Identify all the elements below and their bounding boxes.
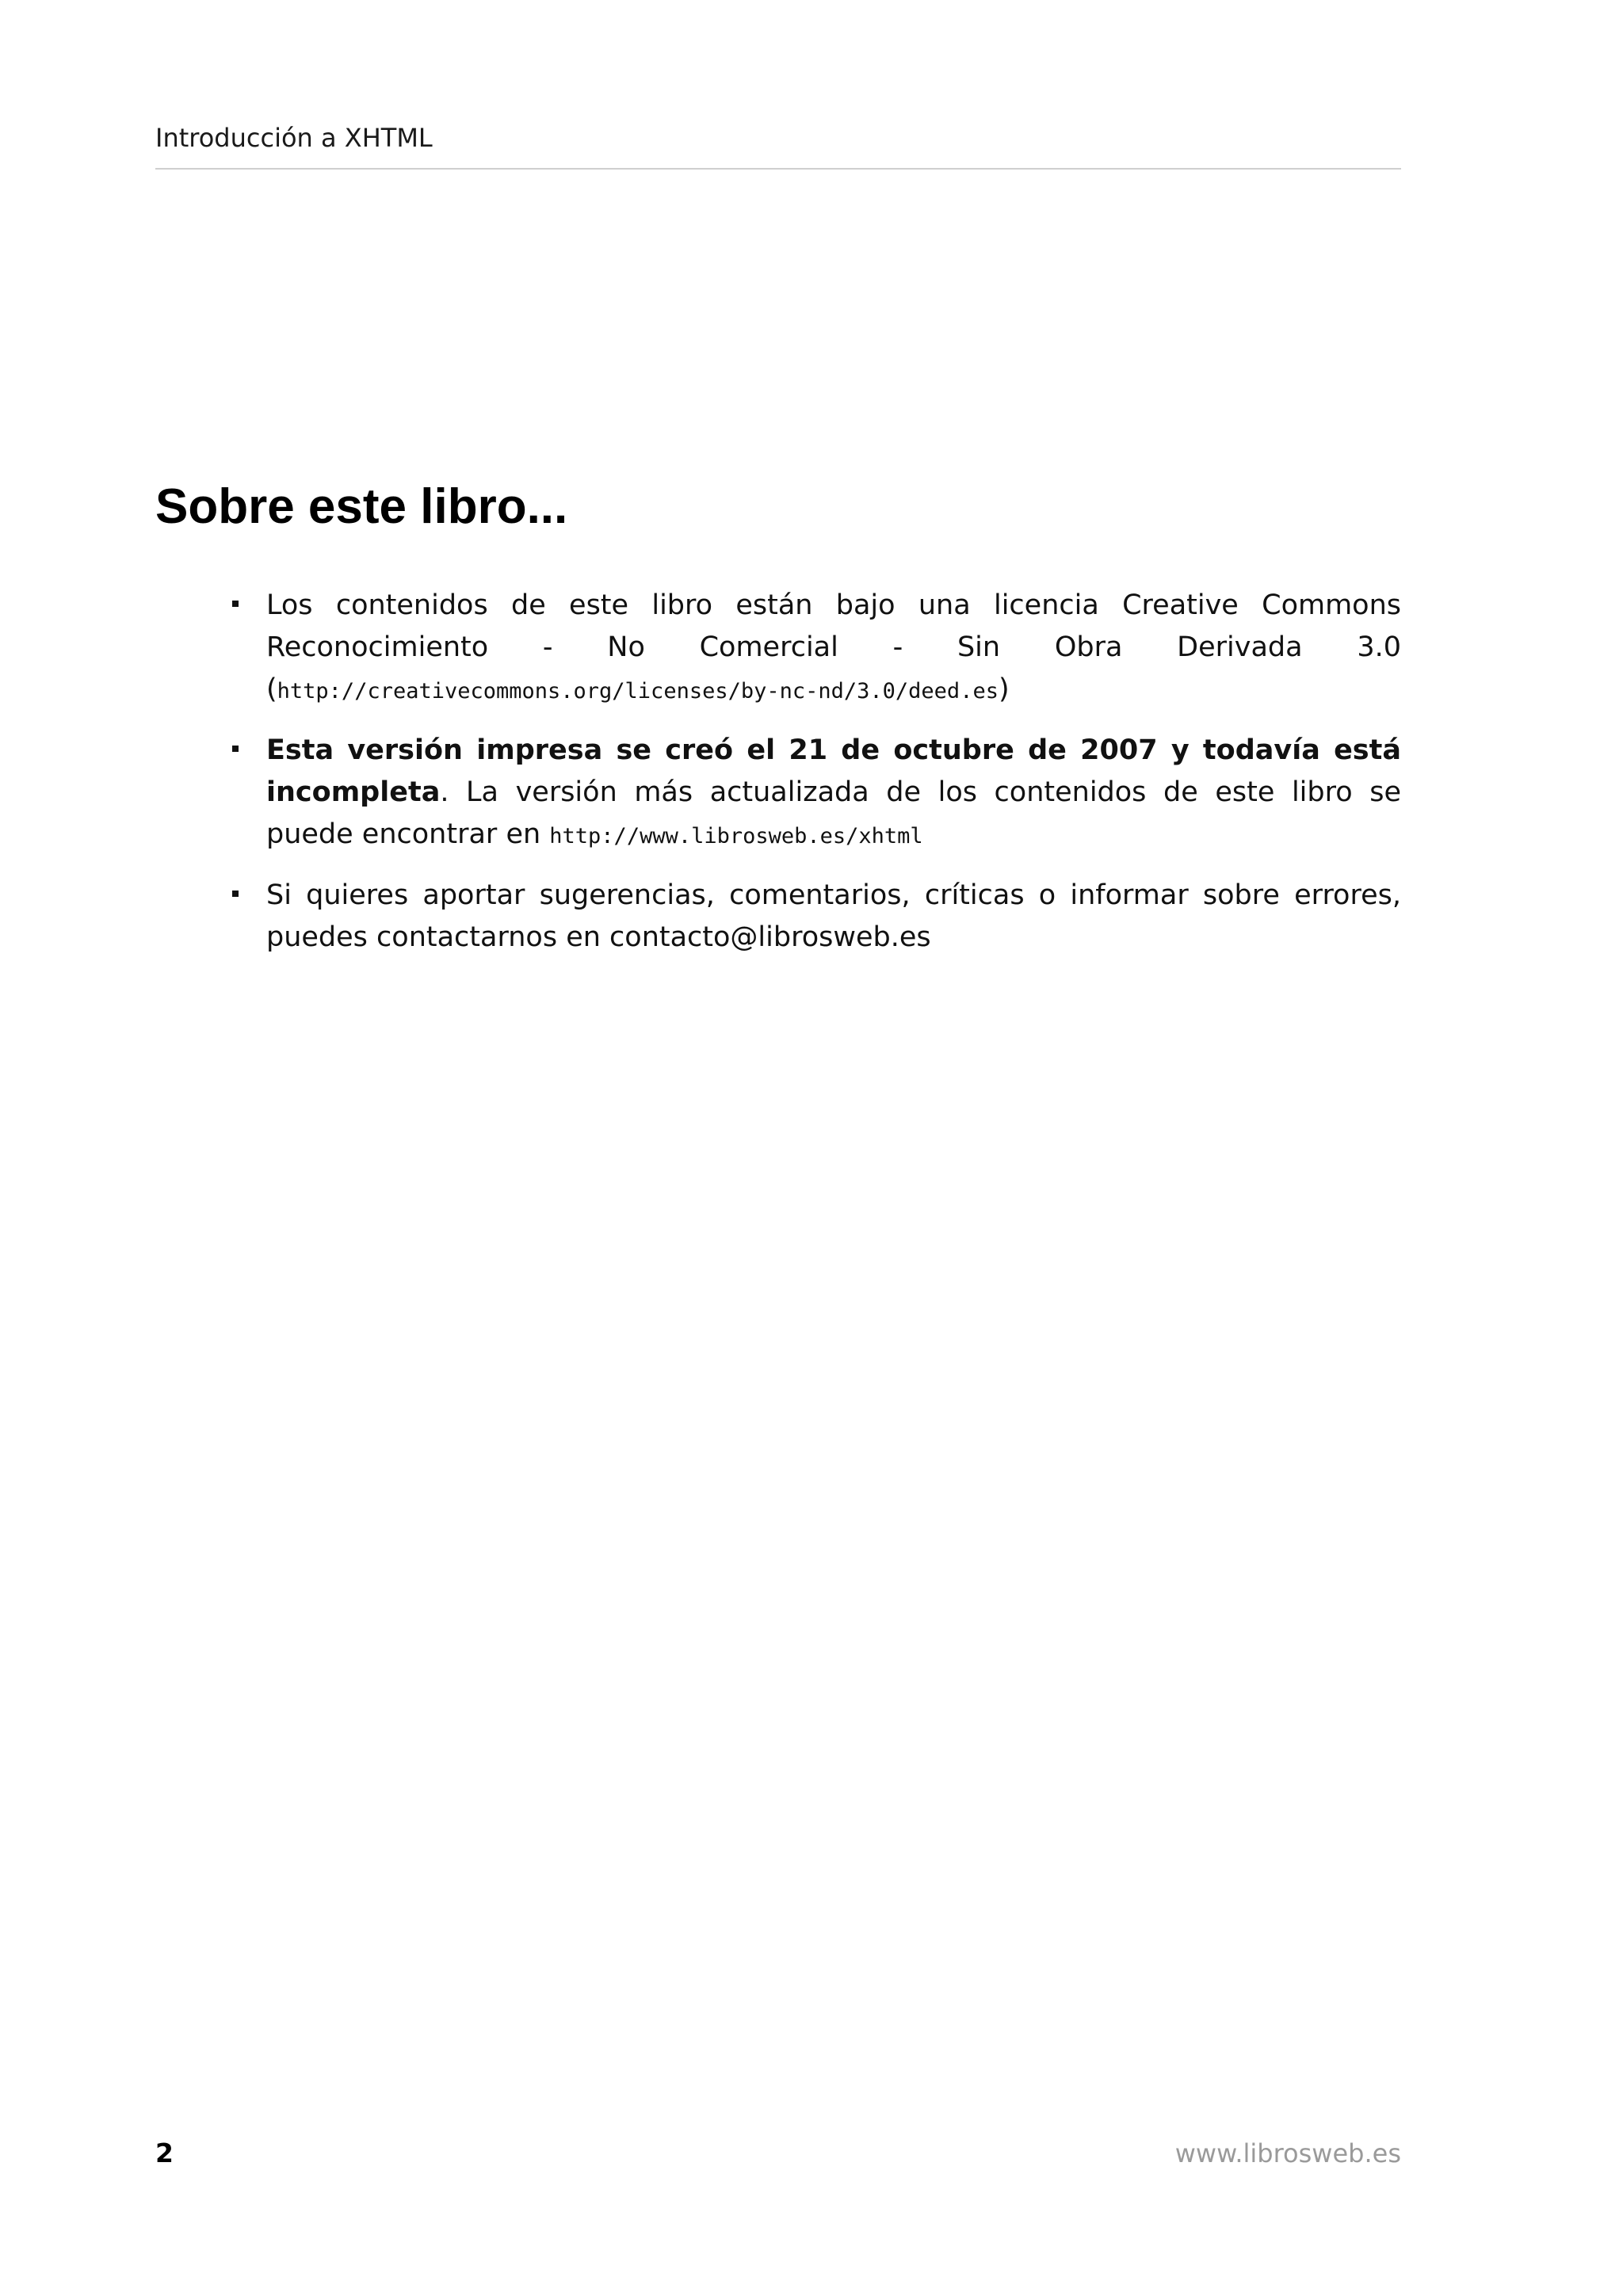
version-notice: Esta versión impresa se creó el 21 de octubre de 2007 y todavía está incompleta — [266, 734, 1401, 808]
list-item-version — [155, 730, 1401, 857]
footer-site: www.librosweb.es — [1174, 2138, 1401, 2168]
license-text: Los contenidos de este libro están bajo una licencia Creative Commons Reconocimiento - No Comercial - Sin Obra Derivada 3.0 ( — [266, 589, 1401, 705]
square-bullet-icon — [232, 891, 239, 897]
list-item-contact — [155, 875, 1401, 959]
license-link[interactable]: http://creativecommons.org/licenses/by-nc-nd/3.0/deed.es — [277, 679, 999, 704]
page-number: 2 — [155, 2138, 174, 2168]
book-link[interactable]: http://www.librosweb.es/xhtml — [549, 824, 923, 849]
square-bullet-icon — [232, 601, 239, 607]
license-text-end: ) — [998, 673, 1010, 705]
square-bullet-icon — [232, 746, 239, 752]
version-text: . La versión más actualizada de los contenidos de este libro se puede encontrar en — [266, 776, 1401, 850]
contact-text: Si quieres aportar sugerencias, comentarios, críticas o informar sobre errores, puedes contactarnos en contacto@librosweb.es — [266, 879, 1401, 953]
list-item-license — [155, 585, 1401, 712]
running-header: Introducción a XHTML — [155, 122, 1401, 170]
info-bullet-list — [155, 585, 1401, 976]
chapter-title: Sobre este libro... — [155, 479, 568, 534]
